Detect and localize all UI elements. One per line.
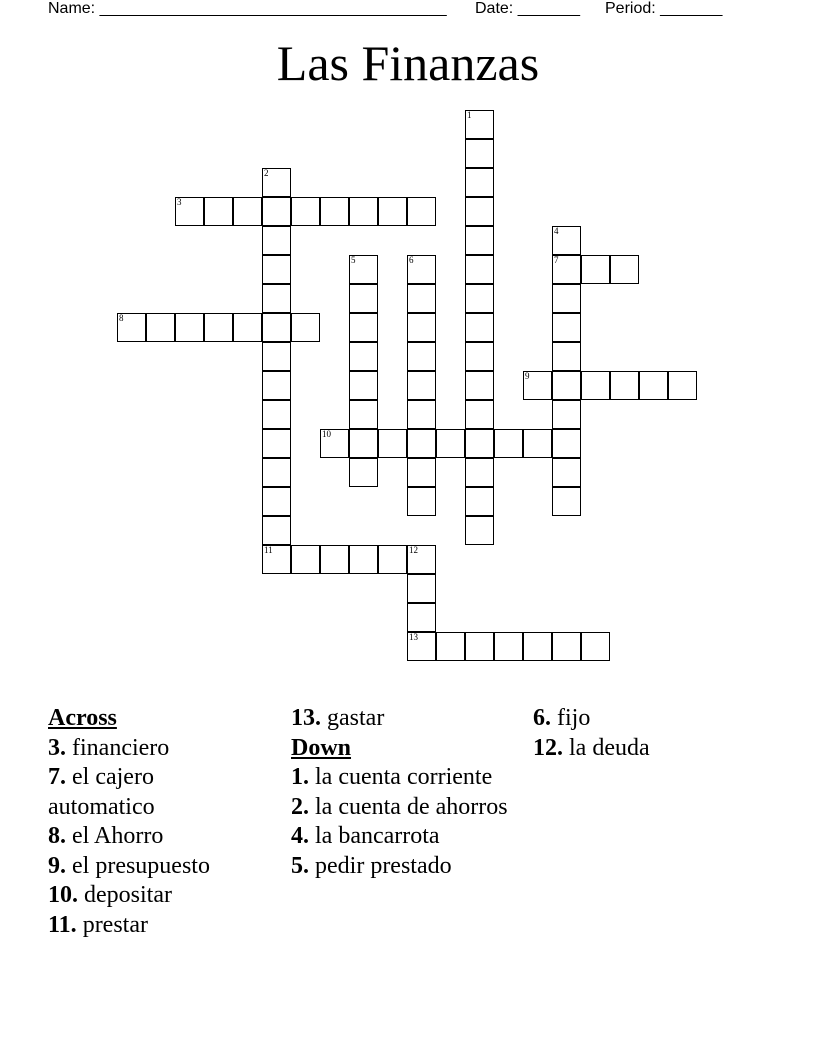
crossword-cell[interactable] [320, 429, 349, 458]
crossword-cell[interactable] [233, 197, 262, 226]
crossword-cell[interactable] [175, 197, 204, 226]
crossword-cell[interactable] [610, 371, 639, 400]
cell-number: 3 [177, 197, 182, 207]
crossword-cell[interactable] [262, 226, 291, 255]
cell-number: 2 [264, 168, 269, 178]
date-field-label[interactable]: Date: _______ [475, 0, 580, 17]
across-clue-13 [291, 704, 516, 734]
crossword-cell[interactable] [552, 429, 581, 458]
clue-number: 10. [48, 882, 78, 908]
name-field-label[interactable]: Name: _______________________________________ [48, 0, 447, 17]
crossword-cell[interactable] [204, 197, 233, 226]
crossword-cell[interactable] [552, 284, 581, 313]
crossword-cell[interactable] [465, 516, 494, 545]
page-title: Las Finanzas [276, 35, 540, 91]
crossword-cell[interactable] [552, 400, 581, 429]
crossword-cell[interactable] [262, 313, 291, 342]
crossword-cell[interactable] [407, 284, 436, 313]
clues-column-3 [533, 704, 763, 763]
crossword-cell[interactable] [465, 313, 494, 342]
across-clue-8 [48, 822, 263, 852]
crossword-cell[interactable] [407, 313, 436, 342]
down-clue-4 [291, 822, 516, 852]
clue-number: 5. [291, 852, 309, 879]
across-clue-9 [48, 852, 263, 882]
clue-number: 7. [48, 764, 66, 790]
cell-number: 13 [409, 632, 418, 642]
clues-column-2 [291, 704, 516, 881]
crossword-cell[interactable] [378, 545, 407, 574]
crossword-cell[interactable] [262, 168, 291, 197]
clue-text: gastar [327, 705, 385, 731]
crossword-cell[interactable] [465, 197, 494, 226]
crossword-cell[interactable] [117, 313, 146, 342]
crossword-cell[interactable] [465, 400, 494, 429]
clue-number: 12. [533, 734, 563, 761]
clue-text: depositar [84, 882, 172, 908]
crossword-cell[interactable] [552, 371, 581, 400]
crossword-cell[interactable] [320, 197, 349, 226]
clue-number: 13. [291, 705, 321, 731]
crossword-cell[interactable] [349, 255, 378, 284]
crossword-cell[interactable] [610, 255, 639, 284]
crossword-cell[interactable] [378, 197, 407, 226]
crossword-cell[interactable] [407, 545, 436, 574]
crossword-cell[interactable] [320, 545, 349, 574]
crossword-cell[interactable] [175, 313, 204, 342]
crossword-cell[interactable] [552, 226, 581, 255]
crossword-cell[interactable] [349, 545, 378, 574]
cell-number: 12 [409, 545, 418, 555]
crossword-cell[interactable] [436, 429, 465, 458]
clue-number: 11. [48, 911, 77, 938]
crossword-cell[interactable] [552, 255, 581, 284]
crossword-cell[interactable] [262, 284, 291, 313]
crossword-cell[interactable] [552, 313, 581, 342]
clue-text: la cuenta de ahorros [315, 793, 508, 820]
crossword-cell[interactable] [262, 371, 291, 400]
clue-text: financiero [72, 734, 170, 761]
across-clue-10 [48, 881, 263, 911]
clue-number: 4. [291, 823, 309, 849]
crossword-cell[interactable] [262, 458, 291, 487]
across-clue-3 [48, 734, 263, 764]
clue-number: 8. [48, 823, 66, 849]
crossword-cell[interactable] [349, 429, 378, 458]
crossword-cell[interactable] [262, 342, 291, 371]
crossword-cell[interactable] [291, 313, 320, 342]
crossword-cell[interactable] [552, 458, 581, 487]
crossword-cell[interactable] [552, 487, 581, 516]
cell-number: 4 [554, 226, 559, 236]
crossword-cell[interactable] [523, 371, 552, 400]
clue-text: la cuenta corriente [315, 764, 493, 790]
across-clue-11 [48, 911, 263, 941]
crossword-cell[interactable] [407, 371, 436, 400]
crossword-cell[interactable] [407, 574, 436, 603]
crossword-cell[interactable] [494, 632, 523, 661]
crossword-cell[interactable] [668, 371, 697, 400]
clue-text: el Ahorro [72, 823, 164, 849]
crossword-cell[interactable] [552, 342, 581, 371]
crossword-cell[interactable] [639, 371, 668, 400]
crossword-cell[interactable] [349, 458, 378, 487]
cell-number: 5 [351, 255, 356, 265]
crossword-cell[interactable] [581, 632, 610, 661]
cell-number: 8 [119, 313, 124, 323]
crossword-cell[interactable] [465, 284, 494, 313]
across-clue-7 [48, 763, 263, 822]
down-clue-12 [533, 734, 763, 764]
crossword-cell[interactable] [407, 197, 436, 226]
crossword-cell[interactable] [407, 603, 436, 632]
crossword-cell[interactable] [262, 487, 291, 516]
crossword-cell[interactable] [262, 400, 291, 429]
clue-number: 3. [48, 734, 66, 761]
crossword-cell[interactable] [581, 255, 610, 284]
crossword-cell[interactable] [233, 313, 262, 342]
crossword-cell[interactable] [349, 400, 378, 429]
crossword-cell[interactable] [407, 400, 436, 429]
clue-text: la bancarrota [315, 823, 440, 849]
crossword-cell[interactable] [262, 429, 291, 458]
cell-number: 1 [467, 110, 472, 120]
clue-text: pedir prestado [315, 852, 452, 879]
crossword-cell[interactable] [407, 429, 436, 458]
clue-number: 2. [291, 793, 309, 820]
crossword-cell[interactable] [465, 255, 494, 284]
crossword-cell[interactable] [407, 458, 436, 487]
clue-number: 1. [291, 764, 309, 790]
down-clue-6 [533, 704, 763, 734]
crossword-cell[interactable] [523, 429, 552, 458]
down-clue-1 [291, 763, 516, 793]
crossword-cell[interactable] [407, 342, 436, 371]
crossword-cell[interactable] [349, 342, 378, 371]
crossword-cell[interactable] [204, 313, 233, 342]
clue-text: el presupuesto [72, 852, 210, 879]
crossword-cell[interactable] [465, 429, 494, 458]
crossword-cell[interactable] [465, 226, 494, 255]
crossword-cell[interactable] [465, 487, 494, 516]
crossword-cell[interactable] [436, 632, 465, 661]
crossword-cell[interactable] [494, 429, 523, 458]
crossword-cell[interactable] [465, 371, 494, 400]
crossword-cell[interactable] [407, 632, 436, 661]
crossword-cell[interactable] [465, 632, 494, 661]
clue-number: 6. [533, 705, 551, 731]
crossword-cell[interactable] [262, 255, 291, 284]
crossword-cell[interactable] [378, 429, 407, 458]
crossword-cell[interactable] [552, 632, 581, 661]
crossword-cell[interactable] [407, 487, 436, 516]
crossword-cell[interactable] [291, 197, 320, 226]
crossword-cell[interactable] [407, 255, 436, 284]
cell-number: 11 [264, 545, 273, 555]
crossword-cell[interactable] [349, 371, 378, 400]
down-clue-2 [291, 793, 516, 823]
down-clue-5 [291, 852, 516, 882]
crossword-cell[interactable] [349, 197, 378, 226]
period-field-label[interactable]: Period: _______ [605, 0, 723, 17]
down-heading: Down [291, 734, 352, 761]
crossword-cell[interactable] [349, 313, 378, 342]
crossword-cell[interactable] [465, 110, 494, 139]
clue-number: 9. [48, 852, 66, 879]
cell-number: 9 [525, 371, 530, 381]
crossword-cell[interactable] [465, 458, 494, 487]
crossword-cell[interactable] [146, 313, 175, 342]
crossword-cell[interactable] [465, 168, 494, 197]
clue-text: el cajero automatico [48, 764, 155, 820]
cell-number: 7 [554, 255, 559, 265]
crossword-cell[interactable] [523, 632, 552, 661]
clue-text: prestar [82, 911, 148, 938]
crossword-cell[interactable] [465, 139, 494, 168]
crossword-cell[interactable] [262, 516, 291, 545]
clue-text: la deuda [569, 734, 650, 761]
cell-number: 10 [322, 429, 331, 439]
across-heading: Across [48, 705, 117, 731]
crossword-cell[interactable] [262, 545, 291, 574]
cell-number: 6 [409, 255, 414, 265]
clues-column-1 [48, 704, 263, 940]
crossword-cell[interactable] [291, 545, 320, 574]
crossword-cell[interactable] [581, 371, 610, 400]
crossword-cell[interactable] [465, 342, 494, 371]
clue-text: fijo [557, 705, 591, 731]
crossword-cell[interactable] [262, 197, 291, 226]
crossword-cell[interactable] [349, 284, 378, 313]
